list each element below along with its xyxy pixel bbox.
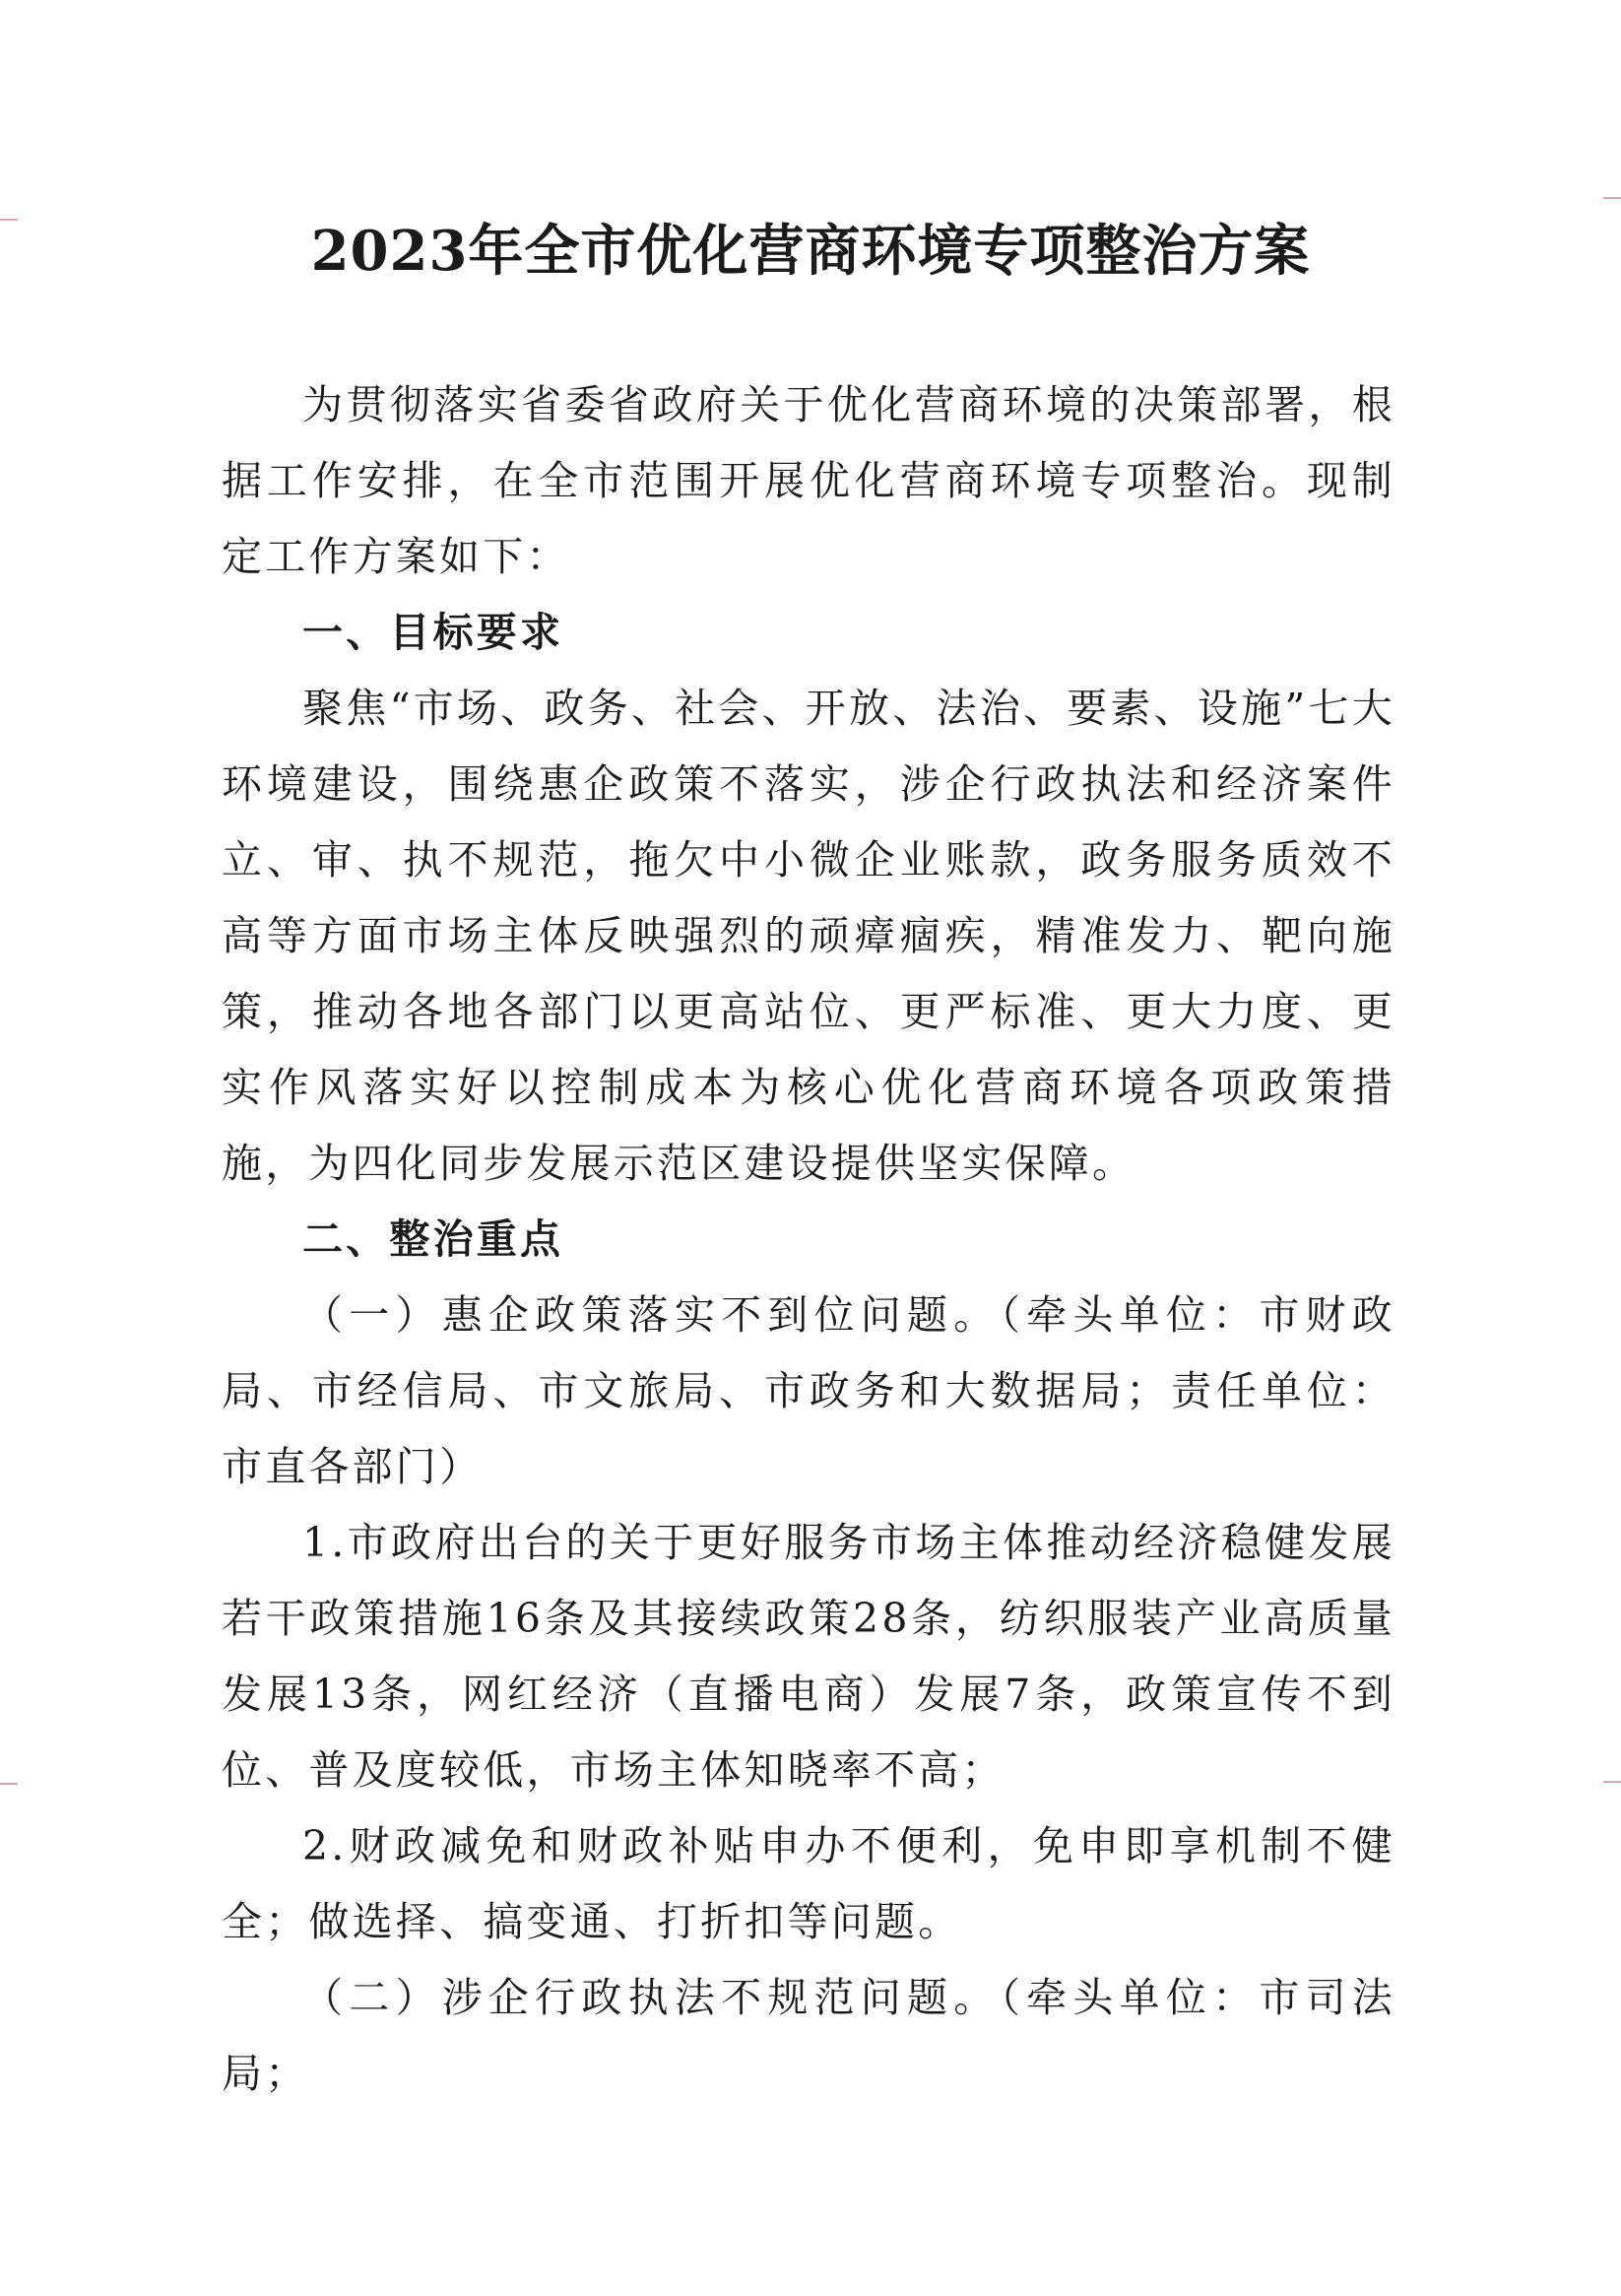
body-paragraph: 聚焦“市场、政务、社会、开放、法治、要素、设施”七大环境建设，围绕惠企政策不落实，涉企行政执法和经济案件立、审、执不规范，拖欠中小微企业账款，政务服务质效不高等方面市场主体反映强烈的顽瘴痼疾，精准发力、靶向施策，推动各地各部门以更高站位、更严标准、更大力度、更实作风落实好以控制成本为核心优化营商环境各项政策措施，为四化同步发展示范区建设提供坚实保障。	[222, 685, 1395, 1187]
section-heading: 一、目标要求	[302, 609, 564, 656]
intro-paragraph: 为贯彻落实省委省政府关于优化营商环境的决策部署，根据工作安排，在全市范围开展优化营商环境专项整治。现制定工作方案如下：	[222, 381, 1395, 580]
crop-mark	[1603, 1781, 1621, 1783]
crop-mark	[0, 1783, 18, 1785]
document-title: 2023年全市优化营商环境专项整治方案	[310, 219, 1311, 284]
section-heading: 二、整治重点	[302, 1215, 564, 1263]
crop-mark	[1603, 197, 1621, 199]
list-item-paragraph: 2.财政减免和财政补贴申办不便利，免申即享机制不健全；做选择、搞变通、打折扣等问题。	[222, 1822, 1395, 1945]
list-item-paragraph: 1.市政府出台的关于更好服务市场主体推动经济稳健发展若干政策措施16条及其接续政策28条，纺织服装产业高质量发展13条，网红经济（直播电商）发展7条，政策宣传不到位、普及度较低，市场主体知晓率不高；	[222, 1519, 1395, 1794]
subsection-paragraph: （一）惠企政策落实不到位问题。（牵头单位：市财政局、市经信局、市文旅局、市政务和大数据局；责任单位：市直各部门）	[222, 1291, 1395, 1490]
subsection-paragraph: （二）涉企行政执法不规范问题。（牵头单位：市司法局；	[222, 1974, 1395, 2097]
document-body	[222, 367, 1395, 2112]
